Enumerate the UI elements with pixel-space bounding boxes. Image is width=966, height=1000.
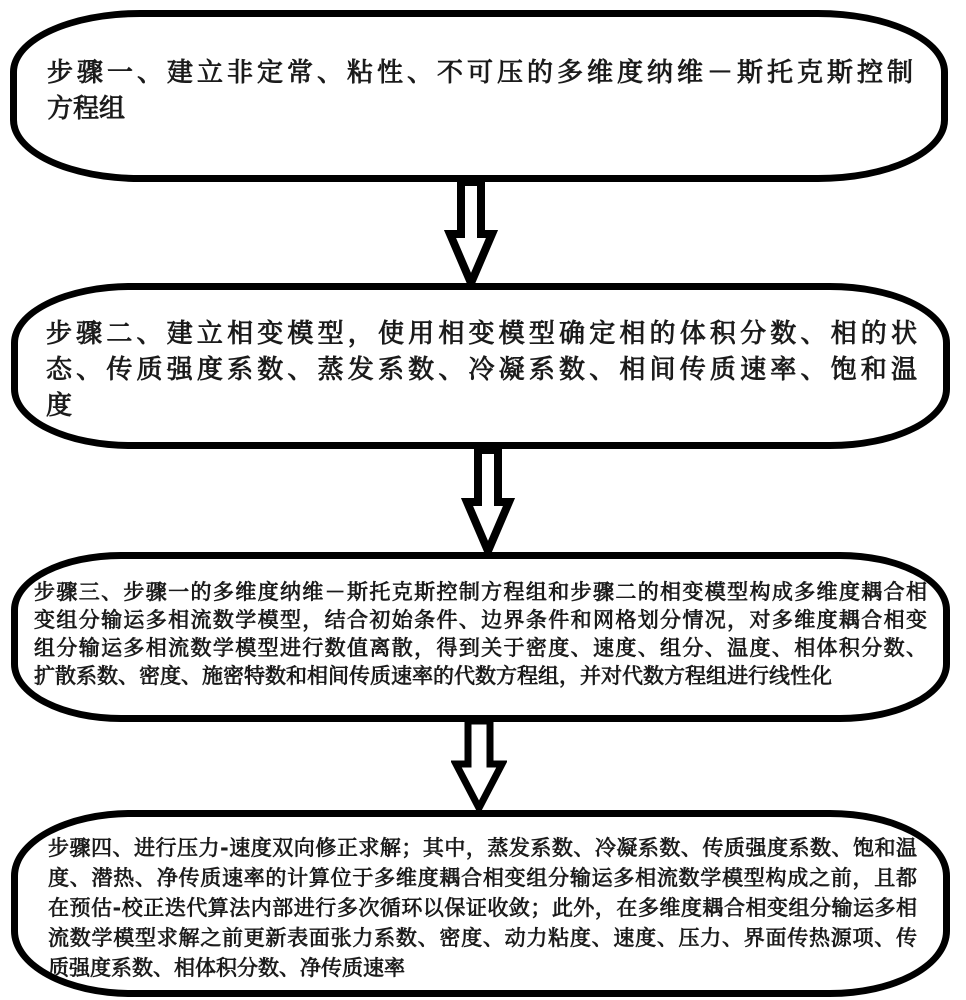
step-2-text-line: 步骤二、建立相变模型，使用相变模型确定相的体积分数、相的状 <box>46 319 917 349</box>
step-2-text-line: 态、传质强度系数、蒸发系数、冷凝系数、相间传质速率、饱和温 <box>46 355 917 385</box>
flow-box-step-1 <box>10 10 948 182</box>
step-4-text-line: 质强度系数、相体积分数、净传质速率 <box>48 956 405 980</box>
step-1-text-line: 步骤一、建立非定常、粘性、不可压的多维度纳维－斯托克斯控制 <box>47 58 913 88</box>
step-3-text-line: 变组分输运多相流数学模型，结合初始条件、边界条件和网格划分情况，对多维度耦合相变 <box>34 608 927 632</box>
step-4-text-line: 步骤四、进行压力-速度双向修正求解；其中，蒸发系数、冷凝系数、传质强度系数、饱和温 <box>48 836 917 860</box>
step-3-text-line: 扩散系数、密度、施密特数和相间传质速率的代数方程组，并对代数方程组进行线性化 <box>34 664 832 688</box>
flow-box-step-3 <box>11 552 950 722</box>
down-arrow-icon <box>460 446 516 558</box>
flow-box-step-4 <box>11 810 950 997</box>
step-3-text-line: 组分输运多相流数学模型进行数值离散，得到关于密度、速度、组分、温度、相体积分数、 <box>34 636 927 660</box>
step-4-text-line: 度、潜热、净传质速率的计算位于多维度耦合相变组分输运多相流数学模型构成之前，且都 <box>48 866 917 890</box>
step-1-text-line: 方程组 <box>47 94 126 124</box>
flow-box-step-2 <box>11 283 950 449</box>
step-2-text-line: 度 <box>46 391 73 421</box>
step-4-text-line: 在预估-校正迭代算法内部进行多次循环以保证收敛；此外，在多维度耦合相变组分输运多相 <box>48 896 917 920</box>
step-4-text-line: 流数学模型求解之前更新表面张力系数、密度、动力粘度、速度、压力、界面传热源项、传 <box>48 926 917 950</box>
step-3-text-line: 步骤三、步骤一的多维度纳维－斯托克斯控制方程组和步骤二的相变模型构成多维度耦合相 <box>34 580 927 604</box>
down-arrow-icon <box>443 178 499 290</box>
down-arrow-icon <box>451 718 507 814</box>
